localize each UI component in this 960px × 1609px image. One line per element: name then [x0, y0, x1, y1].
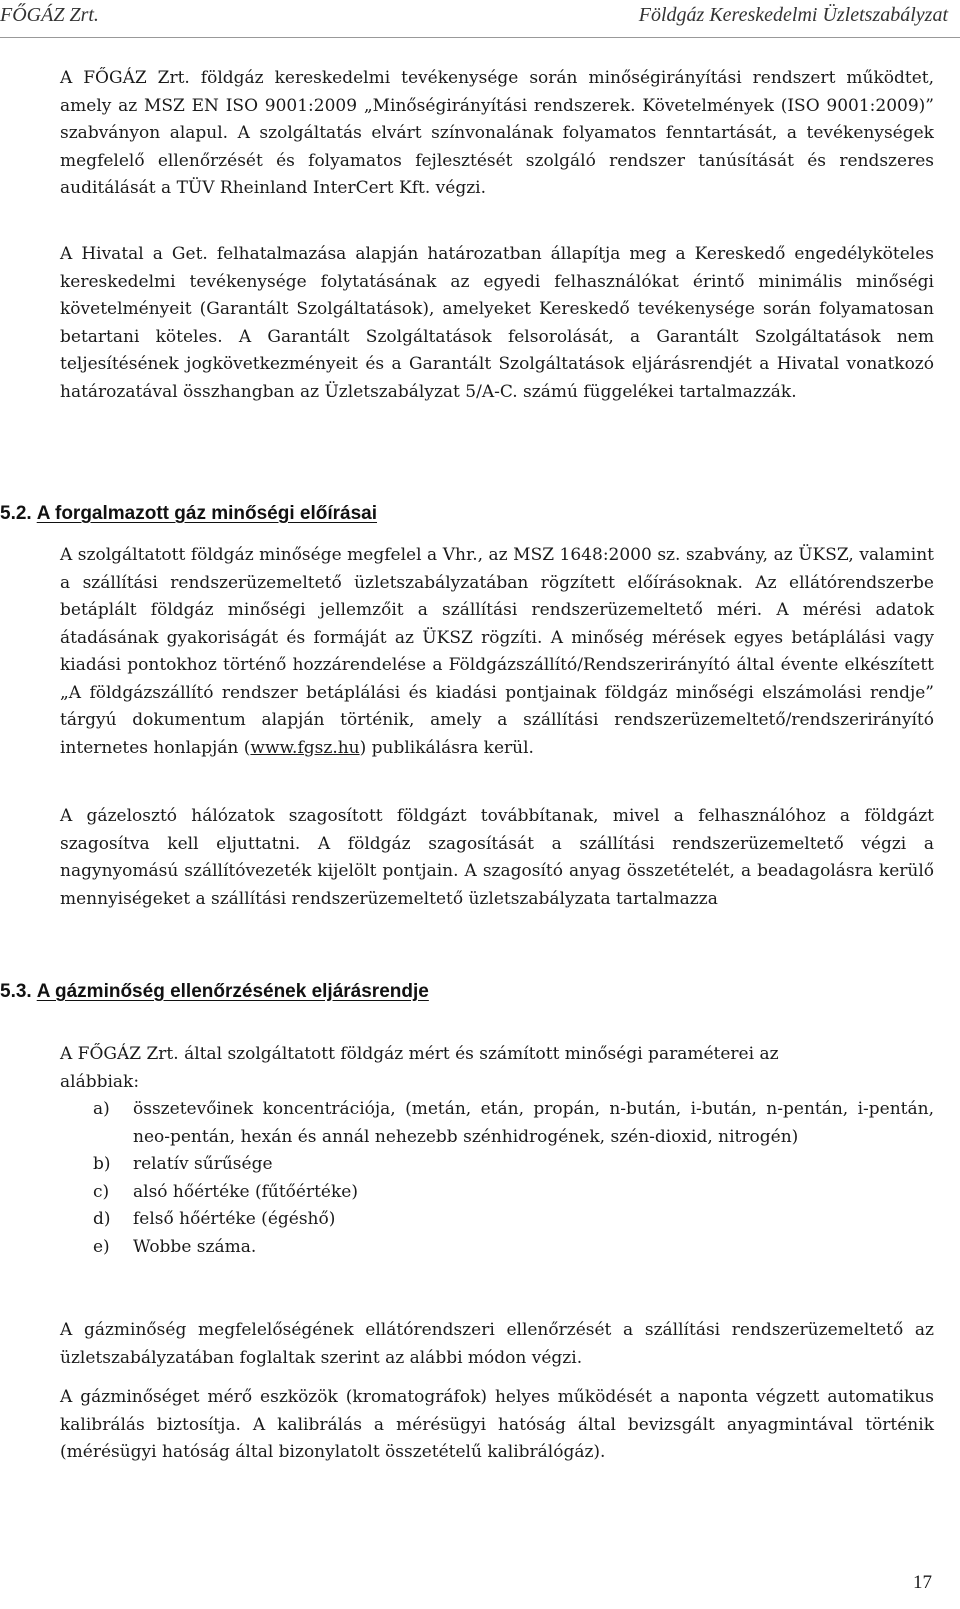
list-item-text: összetevőinek koncentrációja, (metán, etán, propán, n-bután, i-bután, n-pentán, i-pentán, neo-pentán, hexán és annál nehezebb szénhidrogének, szén-dioxid, nitrogén): [133, 1099, 934, 1147]
list-marker: a): [93, 1099, 110, 1119]
paragraph-odorization: A gázelosztó hálózatok szagosított földgázt továbbítanak, mivel a felhasználóhoz a földgázt szagosítva kell eljuttatni. A földgáz szagosítását a szállítási rendszerüzemeltető végzi a nagynyomású szállítóvezeték kijelölt pontjain. A szagosító anyag összetételét, a beadagolásra kerülő mennyiségeket a szállítási rendszerüzemeltető üzletszabályzata tartalmazza: [60, 806, 934, 909]
section-number: 5.2.: [0, 503, 32, 524]
parameter-list: [93, 1096, 934, 1261]
page-header: [0, 0, 960, 38]
list-item-text: relatív sűrűsége: [133, 1154, 273, 1174]
header-company: FŐGÁZ Zrt.: [0, 4, 99, 26]
list-marker: c): [93, 1181, 110, 1202]
list-item-text: alsó hőértéke (fűtőértéke): [133, 1181, 358, 1202]
paragraph-quality-system: A FŐGÁZ Zrt. földgáz kereskedelmi tevékenysége során minőségirányítási rendszert működtet, amely az MSZ EN ISO 9001:2009 „Minőségirányítási rendszerek. Követelmények (ISO 9001:2009)” szabványon alapul. A szolgáltatás elvárt színvonalának folyamatos fenntartását, a tevékenységek megfelelő ellenőrzését és folyamatos fejlesztését szolgáló rendszer tanúsítását és rendszeres auditálását a TÜV Rheinland InterCert Kft. végzi.: [60, 68, 934, 198]
header-divider: [0, 37, 960, 38]
paragraph-quality-check: A gázminőség megfelelőségének ellátórendszeri ellenőrzését a szállítási rendszerüzemeltető az üzletszabályzatában foglaltak szerint az alábbi módon végzi.: [60, 1320, 934, 1368]
list-item: [93, 1234, 934, 1262]
list-marker: e): [93, 1236, 110, 1257]
list-marker: d): [93, 1209, 111, 1229]
section-title: A gázminőség ellenőrzésének eljárásrendje: [36, 981, 429, 1002]
paragraph-gas-quality-standards: [60, 542, 934, 762]
list-item: [93, 1179, 934, 1207]
list-item: [93, 1096, 934, 1151]
section-number: 5.3.: [0, 981, 32, 1002]
paragraph-parameters-intro: A FŐGÁZ Zrt. által szolgáltatott földgáz mért és számított minőségi paraméterei az alábbiak:: [60, 1044, 779, 1092]
fgsz-website-link[interactable]: www.fgsz.hu: [250, 737, 360, 758]
paragraph-guaranteed-services: A Hivatal a Get. felhatalmazása alapján határozatban állapítja meg a Kereskedő engedélyköteles kereskedelmi tevékenysége folytatásának az egyedi felhasználókat érintő minimális minőségi követelményeit (Garantált Szolgáltatások), amelyeket Kereskedő tevékenysége során folyamatosan betartani köteles. A Garantált Szolgáltatások felsorolását, a Garantált Szolgáltatások nem teljesítésének jogkövetkezményeit és a Garantált Szolgáltatások eljárásrendjét a Hivatal vonatkozó határozatával összhangban az Üzletszabályzat 5/A-C. számú függelékei tartalmazzák.: [60, 244, 934, 402]
page-number: 17: [913, 1572, 932, 1593]
paragraph-calibration: A gázminőséget mérő eszközök (kromatográfok) helyes működését a naponta végzett automatikus kalibrálás biztosítja. A kalibrálás a mérésügyi hatóság által bevizsgált anyagmintával történik (mérésügyi hatóság által bizonylatolt összetételű kalibrálógáz).: [60, 1387, 934, 1462]
list-marker: b): [93, 1154, 111, 1174]
header-document-title: Földgáz Kereskedelmi Üzletszabályzat: [638, 4, 948, 26]
list-item: [93, 1206, 934, 1234]
paragraph-text: ) publikálásra kerül.: [359, 737, 534, 758]
list-item: [93, 1151, 934, 1179]
paragraph-text: A szolgáltatott földgáz minősége megfelel a Vhr., az MSZ 1648:2000 sz. szabvány, az ÜKSZ, valamint a szállítási rendszerüzemeltető üzletszabályzatában rögzített előírásoknak. Az ellátórendszerbe betáplált földgáz minőségi jellemzőit a szállítási rendszerüzemeltető méri. A mérési adatok átadásának gyakoriságát és formáját az ÜKSZ rögzíti. A minőség mérések egyes betáplálási vagy kiadási pontokhoz történő hozzárendelése a Földgázszállító/Rendszerirányító által évente elkészített „A földgázszállító rendszer betáplálási és kiadási pontjainak földgáz minőségi elszámolási rendje” tárgyú dokumentum alapján történik, amely a szállítási rendszerüzemeltető/rendszerirányító internetes honlapján (: [60, 545, 934, 758]
section-heading-5-2: [0, 503, 377, 525]
section-heading-5-3: [0, 981, 429, 1003]
list-item-text: Wobbe száma.: [133, 1236, 257, 1257]
section-title: A forgalmazott gáz minőségi előírásai: [36, 503, 378, 524]
list-item-text: felső hőértéke (égéshő): [133, 1209, 336, 1229]
